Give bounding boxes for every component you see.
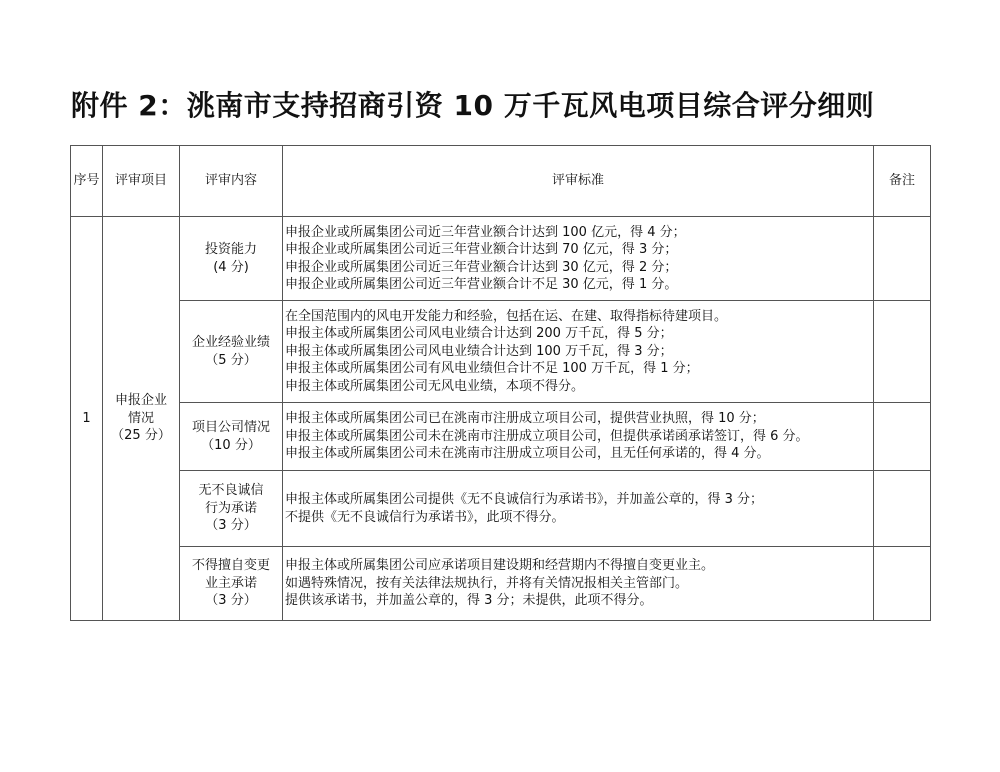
content-line: 企业经验业绩 [191,335,270,351]
standard-line: 在全国范围内的风电开发能力和经验，包括在运、在建、取得指标待建项目。 [285,308,728,324]
content-line: （5 分） [205,352,257,368]
table-row [71,403,931,471]
remark-cell [874,217,931,301]
item-line: （25 分） [111,428,171,444]
standard-line: 申报主体或所属集团公司未在洮南市注册成立项目公司，但提供承诺函承诺签订，得 6 分。 [285,428,809,444]
criterion-content [180,547,283,621]
table-row [71,471,931,547]
standard-line: 申报主体或所属集团公司未在洮南市注册成立项目公司，且无任何承诺的，得 4 分。 [285,446,770,462]
standard-line: 申报主体或所属集团公司风电业绩合计达到 100 万千瓦，得 3 分； [285,343,673,359]
standard-line: 申报主体或所属集团公司无风电业绩，本项不得分。 [285,378,585,394]
header-remark: 备注 [874,146,931,217]
header-content: 评审内容 [180,146,283,217]
table-row [71,301,931,403]
header-index: 序号 [71,146,103,217]
standard-line: 如遇特殊情况，按有关法律法规执行，并将有关情况报相关主管部门。 [285,575,689,591]
row-index: 1 [71,217,103,621]
standard-line: 申报企业或所属集团公司近三年营业额合计达到 100 亿元，得 4 分； [285,224,686,240]
content-line: 行为承诺 [204,500,257,516]
standard-line: 申报企业或所属集团公司近三年营业额合计达到 70 亿元，得 3 分； [285,242,678,258]
content-line: 业主承诺 [204,575,257,591]
table-row [71,547,931,621]
remark-cell [874,547,931,621]
standard-line: 申报主体或所属集团公司应承诺项目建设期和经营期内不得擅自变更业主。 [285,558,715,574]
standard-line: 申报主体或所属集团公司提供《无不良诚信行为承诺书》，并加盖公章的，得 3 分； [285,492,764,508]
remark-cell [874,403,931,471]
criterion-content [180,217,283,301]
standard-line: 提供该承诺书，并加盖公章的，得 3 分；未提供，此项不得分。 [285,593,653,609]
header-standard: 评审标准 [283,146,874,217]
scoring-table [70,145,931,621]
content-line: 无不良诚信 [198,483,264,499]
standard-line: 申报主体或所属集团公司有风电业绩但合计不足 100 万千瓦，得 1 分； [285,361,699,377]
table-header-row [71,146,931,217]
content-line: 不得擅自变更 [191,558,270,574]
item-line: 情况 [127,410,154,426]
criterion-content [180,301,283,403]
standard-line: 不提供《无不良诚信行为承诺书》，此项不得分。 [285,509,565,525]
content-line: （3 分） [205,518,257,534]
standard-line: 申报主体或所属集团公司风电业绩合计达到 200 万千瓦，得 5 分； [285,326,673,342]
item-line: 申报企业 [114,393,167,409]
row-item [103,217,180,621]
table-row [71,217,931,301]
criterion-standard [283,217,874,301]
criterion-content [180,403,283,471]
criterion-standard [283,301,874,403]
standard-line: 申报主体或所属集团公司已在洮南市注册成立项目公司，提供营业执照，得 10 分； [285,411,765,427]
content-line: （3 分） [205,593,257,609]
document-title: 附件 2：洮南市支持招商引资 10 万千瓦风电项目综合评分细则 [71,89,875,122]
header-item: 评审项目 [103,146,180,217]
remark-cell [874,471,931,547]
standard-line: 申报企业或所属集团公司近三年营业额合计不足 30 亿元，得 1 分。 [285,276,678,292]
criterion-content [180,471,283,547]
remark-cell [874,301,931,403]
criterion-standard [283,547,874,621]
content-line: 项目公司情况 [191,420,270,436]
content-line: （10 分） [201,437,261,453]
standard-line: 申报企业或所属集团公司近三年营业额合计达到 30 亿元，得 2 分； [285,259,678,275]
content-line: 投资能力 [204,242,257,258]
criterion-standard [283,403,874,471]
content-line: (4 分) [213,259,249,275]
criterion-standard [283,471,874,547]
